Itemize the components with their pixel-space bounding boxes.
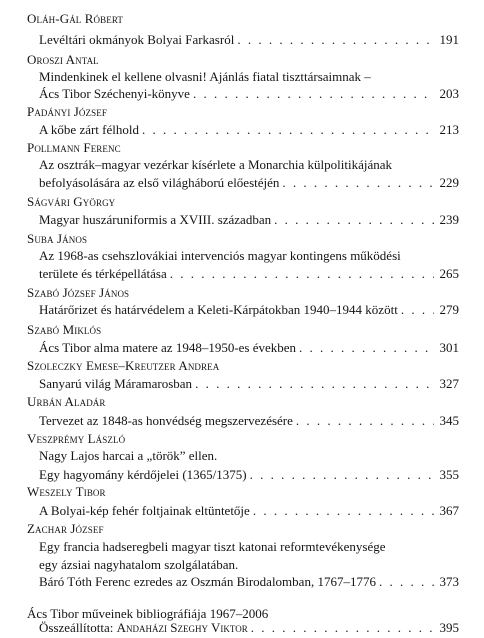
entry-author: Padányi József (27, 104, 107, 119)
entry-title[interactable] (39, 572, 459, 592)
leader-dots (195, 374, 434, 394)
leader-dots (170, 264, 434, 284)
leader-dots (274, 210, 434, 230)
leader-dots (401, 300, 434, 320)
entry-title[interactable] (39, 374, 459, 394)
entry-title-line: Nagy Lajos harcai a „török” ellen. (39, 448, 218, 463)
entry-title[interactable] (39, 84, 459, 104)
entry-title[interactable] (39, 30, 459, 50)
entry-author: Zachar József (27, 521, 104, 536)
entry-title-text: A kőbe zárt félhold (39, 122, 139, 137)
entry-title-text: Ács Tibor alma matere az 1948–1950-es években (39, 340, 297, 355)
entry-author: Veszprémy László (27, 431, 126, 446)
page-number: 367 (439, 503, 459, 518)
entry-author: Szabó Miklós (27, 322, 102, 337)
entry-title-text: területe és térképellátása (39, 266, 167, 281)
entry-author: Suba János (27, 231, 88, 246)
entry-title-text: Levéltári okmányok Bolyai Farkasról (39, 32, 235, 47)
page-number: 239 (439, 212, 459, 227)
entry-title[interactable] (39, 210, 459, 230)
entry-title[interactable] (39, 120, 459, 140)
leader-dots (193, 84, 434, 104)
entry-title-line: Mindenkinek el kellene olvasni! Ajánlás fiatal tiszttársaimnak – (39, 69, 371, 84)
entry-author: Pollmann Ferenc (27, 140, 121, 155)
entry-author: Urbán Aladár (27, 394, 106, 409)
entry-title-text: Sanyarú világ Máramarosban (39, 376, 193, 391)
leader-dots (296, 411, 434, 431)
page-number: 373 (439, 574, 459, 589)
entry-author: Weszely Tibor (27, 484, 106, 499)
page-number: 301 (439, 340, 459, 355)
page-number: 327 (439, 376, 459, 391)
leader-dots (379, 572, 434, 592)
entry-title-text: Báró Tóth Ferenc ezredes az Oszmán Birodalomban, 1767–1776 (39, 574, 376, 589)
entry-title[interactable] (39, 173, 459, 193)
entry-author: Ságvári György (27, 194, 116, 209)
leader-dots (282, 173, 434, 193)
entry-title-text: Magyar huszáruniformis a XVIII. században (39, 212, 272, 227)
entry-title-line: Az 1968-as csehszlovákiai intervenciós magyar kontingens működési (39, 248, 401, 263)
leader-dots (237, 30, 434, 50)
page-number: 203 (439, 86, 459, 101)
page-number: 345 (439, 413, 459, 428)
entry-title[interactable] (39, 501, 459, 521)
bibliography-credit[interactable] (39, 618, 459, 638)
entry-title-text: Egy hagyomány kérdőjelei (1365/1375) (39, 467, 247, 482)
credit-name: Andaházi Szeghy Viktor (116, 620, 248, 635)
entry-title-text: Határőrizet és határvédelem a Keleti-Kárpátokban 1940–1944 között (39, 302, 398, 317)
entry-author: Szoleczky Emese–Kreutzer Andrea (27, 358, 220, 373)
page-number: 265 (439, 266, 459, 281)
leader-dots (253, 501, 434, 521)
entry-title-text: befolyásolására az első világháború előestéjén (39, 175, 280, 190)
bibliography-credit-text (39, 618, 248, 638)
leader-dots (142, 120, 434, 140)
entry-author: Szabó József János (27, 285, 130, 300)
entry-title-line: Az osztrák–magyar vezérkar kísérlete a Monarchia külpolitikájának (39, 157, 393, 172)
entry-title[interactable] (39, 300, 459, 320)
entry-title-text: Tervezet az 1848-as honvédség megszervezésére (39, 413, 293, 428)
leader-dots (299, 338, 434, 358)
entry-title-text: A Bolyai-kép fehér foltjainak eltüntetője (39, 503, 250, 518)
entry-title-text: Ács Tibor Széchenyi-könyve (39, 86, 190, 101)
entry-author: Oláh-Gál Róbert (27, 11, 123, 26)
leader-dots (250, 465, 434, 485)
page-number: 279 (439, 302, 459, 317)
bibliography-title: Ács Tibor műveinek bibliográfiája 1967–2006 (27, 606, 269, 621)
entry-title[interactable] (39, 411, 459, 431)
leader-dots (251, 618, 434, 638)
entry-title-line: egy ázsiai nagyhatalom szolgálatában. (39, 557, 239, 572)
page-number: 191 (439, 32, 459, 47)
page-number: 355 (439, 467, 459, 482)
page-number: 229 (439, 175, 459, 190)
page-number: 395 (439, 620, 459, 635)
credit-prefix: Összeállította: (39, 620, 117, 635)
entry-title[interactable] (39, 338, 459, 358)
entry-title-line: Egy francia hadseregbeli magyar tiszt katonai reformtevékenysége (39, 539, 386, 554)
entry-author: Oroszi Antal (27, 52, 99, 67)
entry-title[interactable] (39, 264, 459, 284)
page-number: 213 (439, 122, 459, 137)
